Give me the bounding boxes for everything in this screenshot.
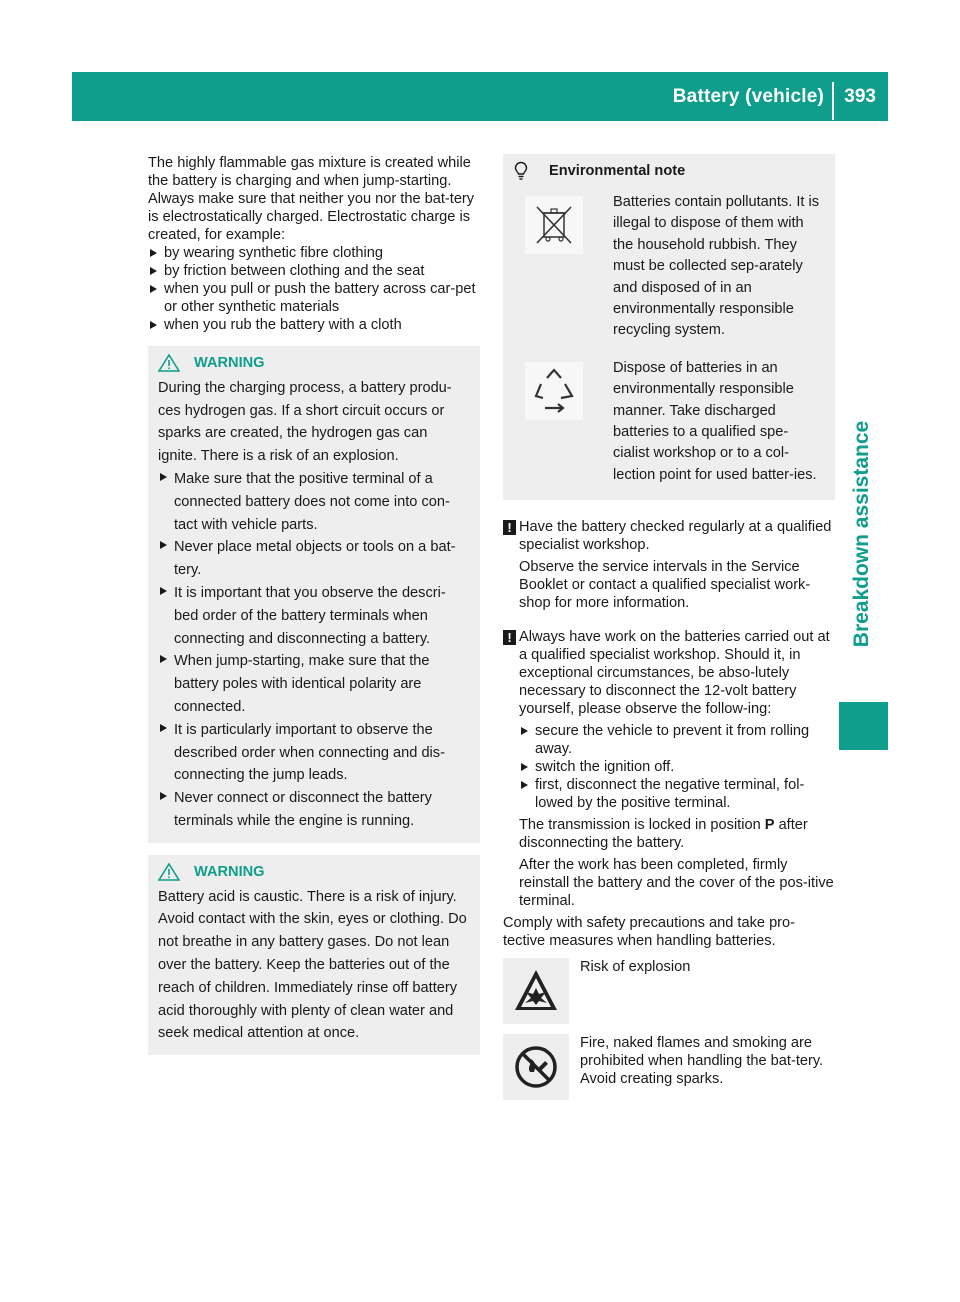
gear-position: P [764,817,775,834]
note-text: Have the battery checked regularly at a qualified specialist workshop. [519,519,832,554]
warning-triangle-icon [158,863,180,881]
list-item: when you rub the battery with a cloth [148,316,480,334]
recycling-icon [525,362,583,420]
right-column [503,154,835,1100]
symbol-row [503,1034,835,1100]
list-item: It is important that you observe the descri-bed order of the battery terminals when connecting and disconnecting a battery. [158,582,470,650]
important-note [503,518,835,612]
warning-header [158,352,470,375]
environmental-note-box [503,154,835,500]
list-item: switch the ignition off. [519,758,835,776]
note-list [519,722,835,812]
exclamation-icon: ! [503,630,516,645]
intro-paragraph: The highly flammable gas mixture is created while the battery is charging and when jump-starting. [148,155,471,189]
no-fire-smoking-icon [503,1034,569,1100]
warning-intro: During the charging process, a battery produ-ces hydrogen gas. If a short circuit occurs or sparks are created, the hydrogen gas can ignite. There is a risk of an explosion. [158,379,452,465]
chapter-tab-label: Breakdown assistance [850,420,873,648]
explosion-warning-icon [503,958,569,1024]
warning-text: Avoid contact with the skin, eyes or clothing. Do not breathe in any battery gases. Do not lean over the battery. Keep the batteries out of the reach of children. Immediately rinse off battery acid thoroughly with plenty of clean water and seek medical attention at once. [158,911,467,1042]
symbol-row [503,958,835,1024]
list-item: when you pull or push the battery across car-pet or other synthetic materials [148,280,480,316]
warning-title: WARNING [194,355,265,371]
section-title: Battery (vehicle) [672,86,824,107]
warning-box-acid [148,855,480,1055]
env-item-text: Dispose of batteries in an environmentally responsible manner. Take discharged batteries to a qualified spe-cialist workshop or to a col-lection point for used batter-ies. [613,359,817,483]
list-item: secure the vehicle to prevent it from rolling away. [519,722,835,758]
note-text: Always have work on the batteries carried out at a qualified specialist workshop. Should it, in exceptional circumstances, be abso-lutely necessary to disconnect the 12-volt battery yourself, please observe the follow-ing: [519,629,830,718]
list-item: It is particularly important to observe the described order when connecting and dis-connecting the jump leads. [158,719,470,787]
page-number: 393 [844,86,876,107]
warning-list [158,468,470,833]
static-charge-list [148,244,480,334]
lightbulb-icon [513,161,529,181]
exclamation-icon: ! [503,520,516,535]
list-item: Never connect or disconnect the battery terminals while the engine is running. [158,787,470,833]
env-item [503,358,835,486]
crossed-bin-icon [525,196,583,254]
chapter-tab [836,404,888,664]
note-text-part: The transmission is locked in position [519,817,765,834]
env-item [503,192,835,342]
static-charge-paragraph: Always make sure that neither you nor the bat-tery is electrostatically charged. Electrostatic charge is created, for example: [148,191,475,243]
left-column [148,154,480,1055]
important-note [503,628,835,910]
list-item: Never place metal objects or tools on a bat-tery. [158,536,470,582]
note-text-part: after disconnecting the battery. [519,817,808,852]
environmental-note-title: Environmental note [549,163,686,179]
warning-text: Battery acid is caustic. There is a risk of injury. [158,888,457,905]
warning-box-hydrogen [148,346,480,843]
warning-header [158,861,470,884]
chapter-marker [839,702,888,750]
note-text [519,816,835,852]
warning-triangle-icon [158,354,180,372]
safety-paragraph: Comply with safety precautions and take pro-tective measures when handling batteries. [503,915,796,950]
warning-title: WARNING [194,863,265,880]
list-item: When jump-starting, make sure that the battery poles with identical polarity are connected. [158,650,470,718]
list-item: Make sure that the positive terminal of a connected battery does not come into con-tact with vehicle parts. [158,468,470,536]
note-text: After the work has been completed, firmly reinstall the battery and the cover of the pos-itive terminal. [519,857,834,910]
symbol-text: Fire, naked flames and smoking are prohibited when handling the bat-tery. Avoid creating sparks. [580,1035,824,1088]
list-item: first, disconnect the negative terminal, fol-lowed by the positive terminal. [519,776,835,812]
list-item: by friction between clothing and the seat [148,262,480,280]
header-divider [832,82,834,120]
list-item: by wearing synthetic fibre clothing [148,244,480,262]
env-item-text: Batteries contain pollutants. It is illegal to dispose of them with the household rubbish. They must be collected sep-arately and disposed of in an environmentally responsible recycling system. [613,194,820,339]
symbol-text: Risk of explosion [580,959,691,976]
page-header [72,72,888,121]
environmental-note-header [503,158,835,184]
note-text: Observe the service intervals in the Service Booklet or contact a qualified specialist work-shop for more information. [519,559,811,612]
